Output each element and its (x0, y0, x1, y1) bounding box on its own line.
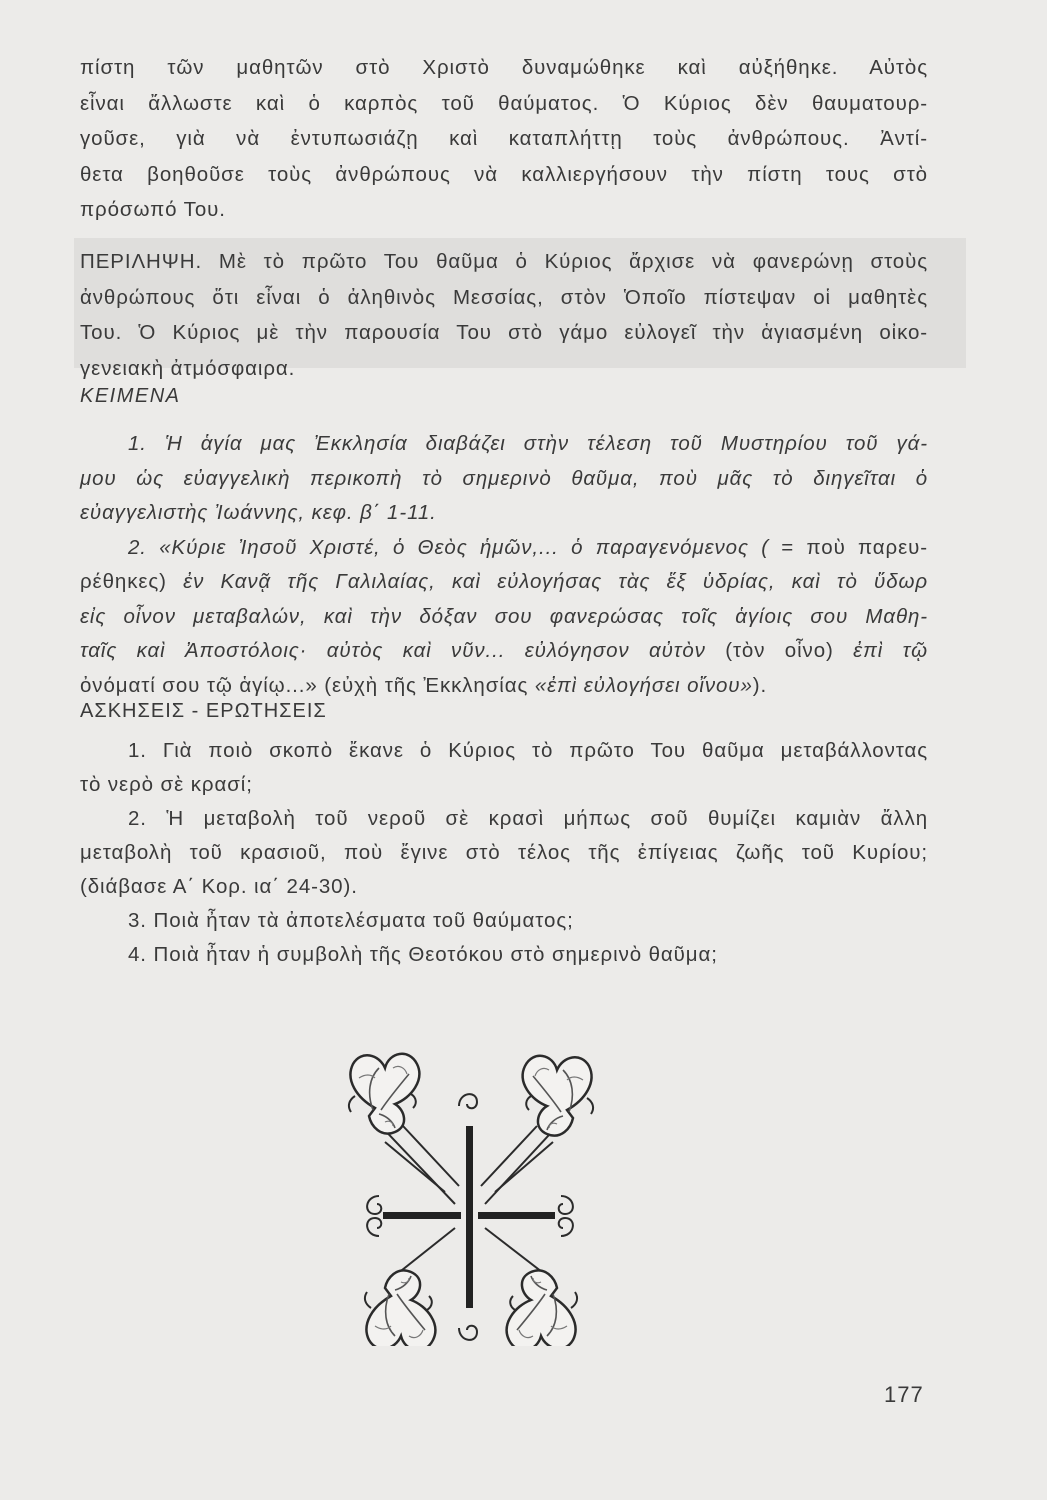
gloss-text: ρέθηκες) (80, 570, 184, 593)
keimena-item2-line: εἰς οἶνον μεταβαλών, καὶ τὴν δόξαν σου φανερώσας τοῖς ἁγίοις σου Μαθη- (80, 604, 928, 628)
keimena-heading: ΚΕΙΜΕΝΑ (80, 385, 181, 407)
intro-paragraph (80, 50, 928, 228)
liturgy-quote: ἐν Κανᾷ τῆς Γαλιλαίας, καὶ εὐλογήσας τὰς ἕξ ὑδρίας, καὶ τὸ ὕδωρ (183, 570, 928, 593)
keimena-item1-line: μου ὡς εὐαγγελικὴ περικοπὴ τὸ σημερινὸ θαῦμα, ποὺ μᾶς τὸ διηγεῖται ὁ (80, 466, 928, 490)
gloss-text: = ποὺ παρευ- (768, 535, 928, 559)
intro-line: εἶναι ἄλλωστε καὶ ὁ καρπὸς τοῦ θαύματος. Ὁ Κύριος δὲν θαυματουρ- (80, 91, 928, 115)
questions-section (80, 734, 928, 972)
question-1-line: 1. Γιὰ ποιὸ σκοπὸ ἔκανε ὁ Κύριος τὸ πρῶτο Του θαῦμα μεταβάλλοντας (128, 739, 928, 762)
grape-leaf-bottom-left (365, 1270, 435, 1346)
question-2-line: μεταβολὴ τοῦ κρασιοῦ, ποὺ ἔγινε στὸ τέλος τῆς ἐπίγειας ζωῆς τοῦ Κυρίου; (80, 841, 928, 864)
liturgy-quote: 2. «Κύριε Ἰησοῦ Χριστέ, ὁ Θεὸς ἡμῶν,... ὁ παραγενόμενος ( (128, 535, 769, 559)
gloss-text: ). (752, 673, 768, 697)
intro-line: πρόσωπό Του. (80, 198, 226, 221)
grape-leaf-bottom-right (507, 1270, 577, 1346)
keimena-item1-line: εὐαγγελιστὴς Ἰωάννης, κεφ. β΄ 1-11. (80, 501, 437, 524)
question-2-line: (διάβασε Α΄ Κορ. ια΄ 24-30). (80, 875, 358, 898)
askiseis-heading: ΑΣΚΗΣΕΙΣ - ΕΡΩΤΗΣΕΙΣ (80, 700, 327, 722)
grape-leaf-top-left (349, 1054, 419, 1134)
keimena-item2-line (80, 669, 928, 704)
question-3: 3. Ποιὰ ἦταν τὰ ἀποτελέσματα τοῦ θαύματος; (128, 909, 574, 932)
gloss-text: ὀνόματί σου τῷ ἁγίῳ...» (εὐχὴ τῆς Ἐκκλησίας (80, 673, 535, 697)
keimena-item2-line (80, 565, 928, 600)
page-number: 177 (884, 1382, 924, 1407)
summary-line: γενειακὴ ἀτμόσφαιρα. (80, 356, 296, 380)
summary-line: ἀνθρώπους ὅτι εἶναι ὁ ἀληθινὸς Μεσσίας, στὸν Ὁποῖο πίστεψαν οἱ μαθητὲς (80, 285, 928, 309)
question-1-line: τὸ νερὸ σὲ κρασί; (80, 773, 253, 796)
liturgy-quote: ταῖς καὶ Ἀποστόλοις· αὐτὸς καὶ νῦν... εὐλόγησον αὐτὸν (80, 639, 706, 662)
summary-paragraph (80, 244, 928, 386)
grape-leaf-top-right (523, 1056, 593, 1136)
keimena-item2-line (80, 531, 928, 566)
keimena-item2-line (80, 634, 928, 669)
intro-line: πίστη τῶν μαθητῶν στὸ Χριστὸ δυναμώθηκε καὶ αὐξήθηκε. Αὐτὸς (80, 56, 928, 79)
cross-center-bar (466, 1208, 473, 1223)
keimena-section (80, 427, 928, 703)
cross-vine-ornament (335, 1046, 605, 1346)
question-2-line: 2. Ἡ μεταβολὴ τοῦ νεροῦ σὲ κρασὶ μήπως σοῦ θυμίζει καμιὰν ἄλλη (128, 807, 928, 830)
liturgy-quote: ἐπὶ τῷ (853, 639, 929, 662)
intro-line: γοῦσε, γιὰ νὰ ἐντυπωσιάζῃ καὶ καταπλήττῃ τοὺς ἀνθρώπους. Ἀντί- (80, 127, 928, 150)
prayer-title: «ἐπὶ εὐλογήσει οἴνου» (534, 673, 753, 697)
summary-line: Του. Ὁ Κύριος μὲ τὴν παρουσία Του στὸ γάμο εὐλογεῖ τὴν ἁγιασμένη οἰκο- (80, 321, 928, 344)
question-4: 4. Ποιὰ ἦταν ἡ συμβολὴ τῆς Θεοτόκου στὸ σημερινὸ θαῦμα; (128, 943, 718, 966)
gloss-text: (τὸν οἶνο) (705, 639, 854, 662)
summary-line: ΠΕΡΙΛΗΨΗ. Μὲ τὸ πρῶτο Του θαῦμα ὁ Κύριος ἄρχισε νὰ φανερώνῃ στοὺς (80, 250, 928, 273)
intro-line: θετα βοηθοῦσε τοὺς ἀνθρώπους νὰ καλλιεργήσουν τὴν πίστη τους στὸ (80, 162, 928, 186)
keimena-item1-line: 1. Ἡ ἁγία μας Ἐκκλησία διαβάζει στὴν τέλεση τοῦ Μυστηρίου τοῦ γά- (128, 432, 928, 455)
